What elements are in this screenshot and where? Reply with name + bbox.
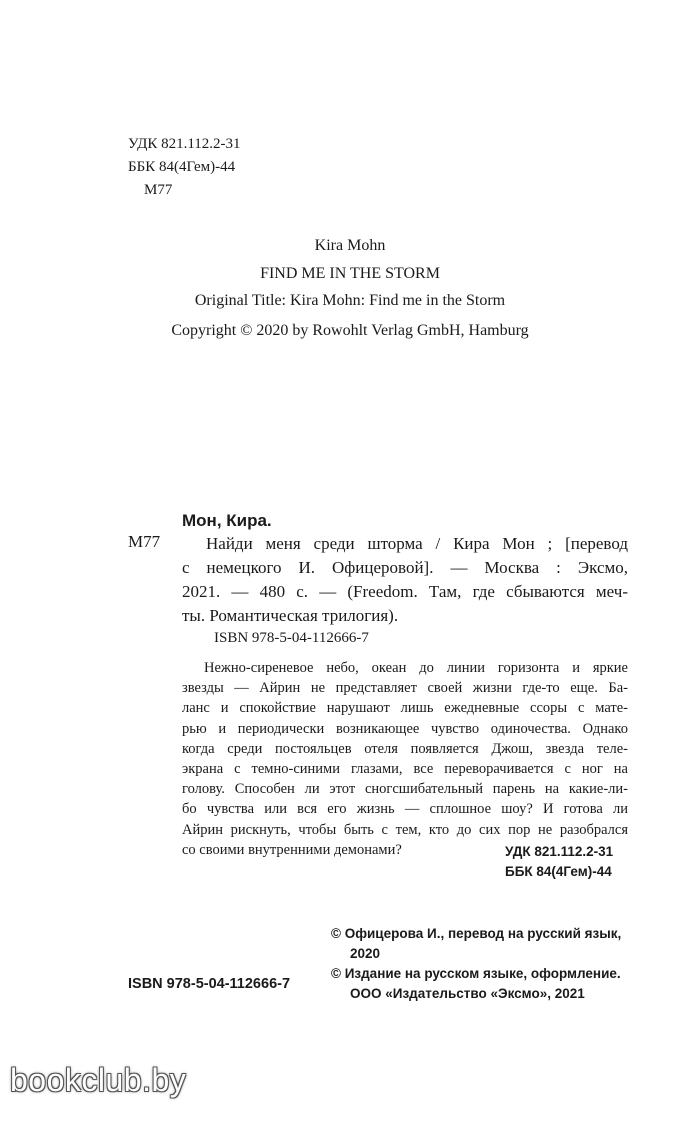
original-author: Kira Mohn (314, 237, 386, 254)
footer-isbn: ISBN 978-5-04-112666-7 (128, 976, 291, 992)
annotation-line: рью и периодически возникающее чувство одиночества. Однако (182, 720, 628, 737)
udk-code-top: УДК 821.112.2-31 (128, 136, 241, 152)
copyright-edition: © Издание на русском языке, оформление. (331, 966, 621, 981)
annotation-paragraph (182, 658, 628, 860)
bbk-code-top: ББК 84(4Гем)-44 (128, 159, 236, 175)
catalog-line: с немецкого И. Офицеровой]. — Москва : Эксмо, (182, 558, 628, 577)
original-title-line: Original Title: Kira Mohn: Find me in the Storm (194, 292, 506, 309)
copyright-publisher: ООО «Издательство «Эксмо», 2021 (350, 986, 585, 1001)
annotation-line: со своими внутренними демонами? (182, 841, 402, 858)
catalog-isbn: ISBN 978-5-04-112666-7 (214, 630, 369, 646)
annotation-line: экрана с темно-синими глазами, все переворачивается с ног на (182, 761, 628, 778)
annotation-line: бо чувства или вся его жизнь — сплошное шоу? И готова ли (182, 801, 628, 818)
watermark-logo: bookclub.by (10, 1062, 187, 1098)
original-title: FIND ME IN THE STORM (260, 265, 440, 282)
catalog-line: ты. Романтическая трилогия). (182, 606, 399, 625)
bbk-code-bottom: ББК 84(4Гем)-44 (505, 864, 612, 879)
annotation-line: когда среди постояльцев отеля появляется Джош, звезда теле- (182, 740, 628, 757)
catalog-heading: Мон, Кира. (182, 511, 272, 530)
catalog-line: 2021. — 480 с. — (Freedom. Там, где сбываются меч- (182, 582, 628, 601)
annotation-line: звезды — Айрин не представляет своей жизни где-то еще. Ба- (182, 680, 628, 697)
annotation-line: Нежно-сиреневое небо, океан до линии горизонта и яркие (204, 660, 628, 676)
copyright-translation-year: 2020 (350, 946, 381, 961)
annotation-line: голову. Способен ли этот сногсшибательный парень на какие-ли- (182, 781, 628, 798)
copyright-translation: © Офицерова И., перевод на русский язык, (331, 926, 622, 941)
catalog-description (182, 532, 628, 628)
annotation-line: Айрин рискнуть, чтобы быть с тем, кто до сих пор не разобрался (182, 821, 628, 838)
catalog-mark: М77 (128, 532, 161, 551)
udk-code-bottom: УДК 821.112.2-31 (505, 844, 614, 859)
author-mark-top: М77 (144, 182, 173, 198)
annotation-line: ланс и спокойствие нарушают лишь ежедневные ссоры с мате- (182, 700, 628, 717)
original-copyright: Copyright © 2020 by Rowohlt Verlag GmbH, Hamburg (171, 322, 529, 339)
catalog-line: Найди меня среди шторма / Кира Мон ; [перевод (206, 534, 628, 553)
